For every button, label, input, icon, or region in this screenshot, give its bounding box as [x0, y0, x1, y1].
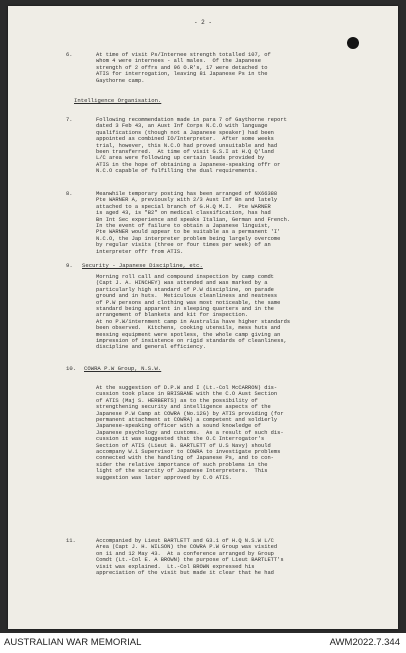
heading-number-9: 9. — [66, 262, 73, 269]
text-line: (Capt J. A. HINCHEY) was attended and was marked by a — [96, 280, 268, 287]
text-line: N.C.O capable of fulfilling the dual requirements. — [96, 168, 258, 175]
paragraph-number-11: 11. — [66, 538, 76, 544]
paragraph-6 — [96, 52, 376, 84]
text-line: Gaythorne camp. — [96, 77, 145, 84]
text-line: arrangement of blankets and kit for inspection. — [96, 312, 249, 319]
text-line: of P.W persons and clothing was most noticeable, the same — [96, 299, 281, 306]
text-line: Morning roll call and compound inspection by camp comdt — [96, 274, 274, 280]
text-line: accompany W.1 Supervisor to COWRA to investigate problems — [96, 449, 281, 456]
text-line: been observed. Kitchens, cooking utensils, mess huts and — [96, 325, 281, 332]
text-line: Accompanied by Lieut BARTLETT and G3.1 of H.Q N.S.W L/C — [96, 538, 274, 544]
text-line: Section of ATIS (Lieut B. BARTLETT of U.S Navy) should — [96, 442, 271, 449]
text-line: Meanwhile temporary posting has been arranged of NX66388 — [96, 191, 278, 197]
paragraph-number-8: 8. — [66, 191, 73, 197]
text-line: on 11 and 12 May 43. At a conference arranged by Group — [96, 550, 274, 557]
text-line: Japanese-speaking officer with a sound knowledge of — [96, 423, 261, 430]
text-line: At no P.W/internment camp in Australia have higher standards — [96, 318, 291, 325]
text-line: been transferred. At time of visit G.S.I at H.Q Q'land — [96, 149, 274, 156]
text-line: Area (Capt J. H. WILSON) the COWRA P.W Group was visited — [96, 544, 278, 551]
text-line: In the event of failure to obtain a Japanese linguist, — [96, 223, 271, 230]
text-line: sider the relative importance of such problems in the — [96, 461, 268, 468]
footer-source-label: AUSTRALIAN WAR MEMORIAL — [4, 637, 142, 648]
text-line: At the suggestion of D.P.W and I (Lt.-Col McCARRON) dis- — [96, 385, 278, 391]
text-line: appointed as combined IO/Interpreter. After some weeks — [96, 136, 274, 143]
text-line: whom 4 were internees - all males. Of the Japanese — [96, 58, 261, 65]
text-line: Japanese P.W Camp at COWRA (No.12G) by ATIS providing (for — [96, 410, 284, 417]
text-line: is aged 43, is "B2" on medical classification, has had — [96, 210, 271, 217]
text-line: discipline and general efficiency. — [96, 344, 206, 351]
paragraph-number-6: 6. — [66, 52, 73, 58]
text-line: cussion it was suggested that the O.C Interrogator's — [96, 436, 265, 443]
text-line: connected with the handling of Japanese Ps, and to con- — [96, 455, 274, 462]
text-line: standard being apparent in sleeping quarters and in the — [96, 306, 274, 313]
paragraph-7 — [96, 117, 376, 175]
text-line: At time of visit Ps/Internee strength totalled 107, of — [96, 52, 271, 58]
text-line: of ATIS (Maj S. HERBERTS) as to the possibility of — [96, 397, 258, 404]
text-line: permanent attachment at COWRA) a competent and soldierly — [96, 417, 278, 424]
text-line: Pte WARNER would appear to be suitable as a permanent 'I' — [96, 229, 281, 236]
paragraph-8 — [96, 191, 376, 255]
text-line: cussion took place in BRISBANE with the C.O Aust Section — [96, 391, 278, 398]
page-number: - 2 - — [193, 19, 212, 26]
text-line: attached to a special branch of G.H.Q M.I. Pte WARNER — [96, 203, 271, 210]
text-line: ground and in huts. Meticulous cleanliness and neatness — [96, 293, 278, 300]
text-line: L/C area were following up certain leads provided by — [96, 155, 265, 162]
text-line: dated 3 Feb 43, an Aust Inf Corps N.C.O with language — [96, 123, 268, 130]
text-line: visit was explained. Lt.-Col BROWN expressed his — [96, 563, 255, 570]
text-line: messing equipment were spotless, the whole camp giving an — [96, 331, 281, 338]
text-line: N.C.O, the Jap interpreter problem being largely overcome — [96, 235, 281, 242]
text-line: by regular visits (three or four times per week) of an — [96, 242, 271, 249]
section-heading-cowra: COWRA P.W Group, N.S.W. — [84, 365, 162, 372]
text-line: particularly high standard of P.W discipline, on parade — [96, 286, 274, 293]
text-line: strength of 2 offrs and 96 O.R's, 17 were detached to — [96, 64, 268, 71]
paragraph-number-7: 7. — [66, 117, 73, 123]
punch-hole — [347, 37, 359, 49]
paragraph-9 — [96, 274, 376, 351]
footer-bar — [0, 633, 406, 653]
text-line: Japanese psychology and customs. As a result of such dis- — [96, 429, 284, 436]
text-line: Pte WARNER A, previously with 2/3 Aust Inf Bn and lately — [96, 197, 278, 204]
document-page — [8, 6, 398, 629]
text-line: strengthening security and intelligence aspects of the — [96, 404, 271, 411]
text-line: Bn Int Sec experience and speaks Italian, German and French. — [96, 216, 291, 223]
text-line: interpreter offr from ATIS. — [96, 248, 184, 255]
text-line: ATIS for interrogation, leaving 81 Japanese Ps in the — [96, 71, 268, 78]
heading-number-10: 10. — [66, 365, 77, 372]
text-line: impression of insistence on rigid standards of cleanliness, — [96, 338, 287, 345]
text-line: qualifications (though not a Japanese speaker) had been — [96, 129, 274, 136]
text-line: suggestion was later approved by C.O ATIS. — [96, 474, 232, 481]
text-line: trial, however, this N.C.O had proved unsuitable and had — [96, 142, 278, 149]
text-line: Comdt (Lt.-Col E. A BROWN) the purpose of Lieut BARTLETT's — [96, 557, 284, 564]
text-line: Following recommendation made in para 7 of Gaythorne report — [96, 117, 287, 123]
section-heading-security: Security - Japanese Discipline, etc. — [82, 262, 203, 269]
paragraph-10 — [96, 385, 376, 481]
footer-accession-number: AWM2022.7.344 — [329, 637, 400, 648]
section-heading-intelligence: Intelligence Organisation. — [74, 97, 162, 104]
paragraph-11 — [96, 538, 376, 576]
text-line: light of the scarcity of Japanese Interpreters. This — [96, 468, 268, 475]
text-line: appreciation of the visit but made it clear that he had — [96, 570, 274, 577]
text-line: ATIS in the hope of obtaining a Japanese-speaking offr or — [96, 161, 281, 168]
